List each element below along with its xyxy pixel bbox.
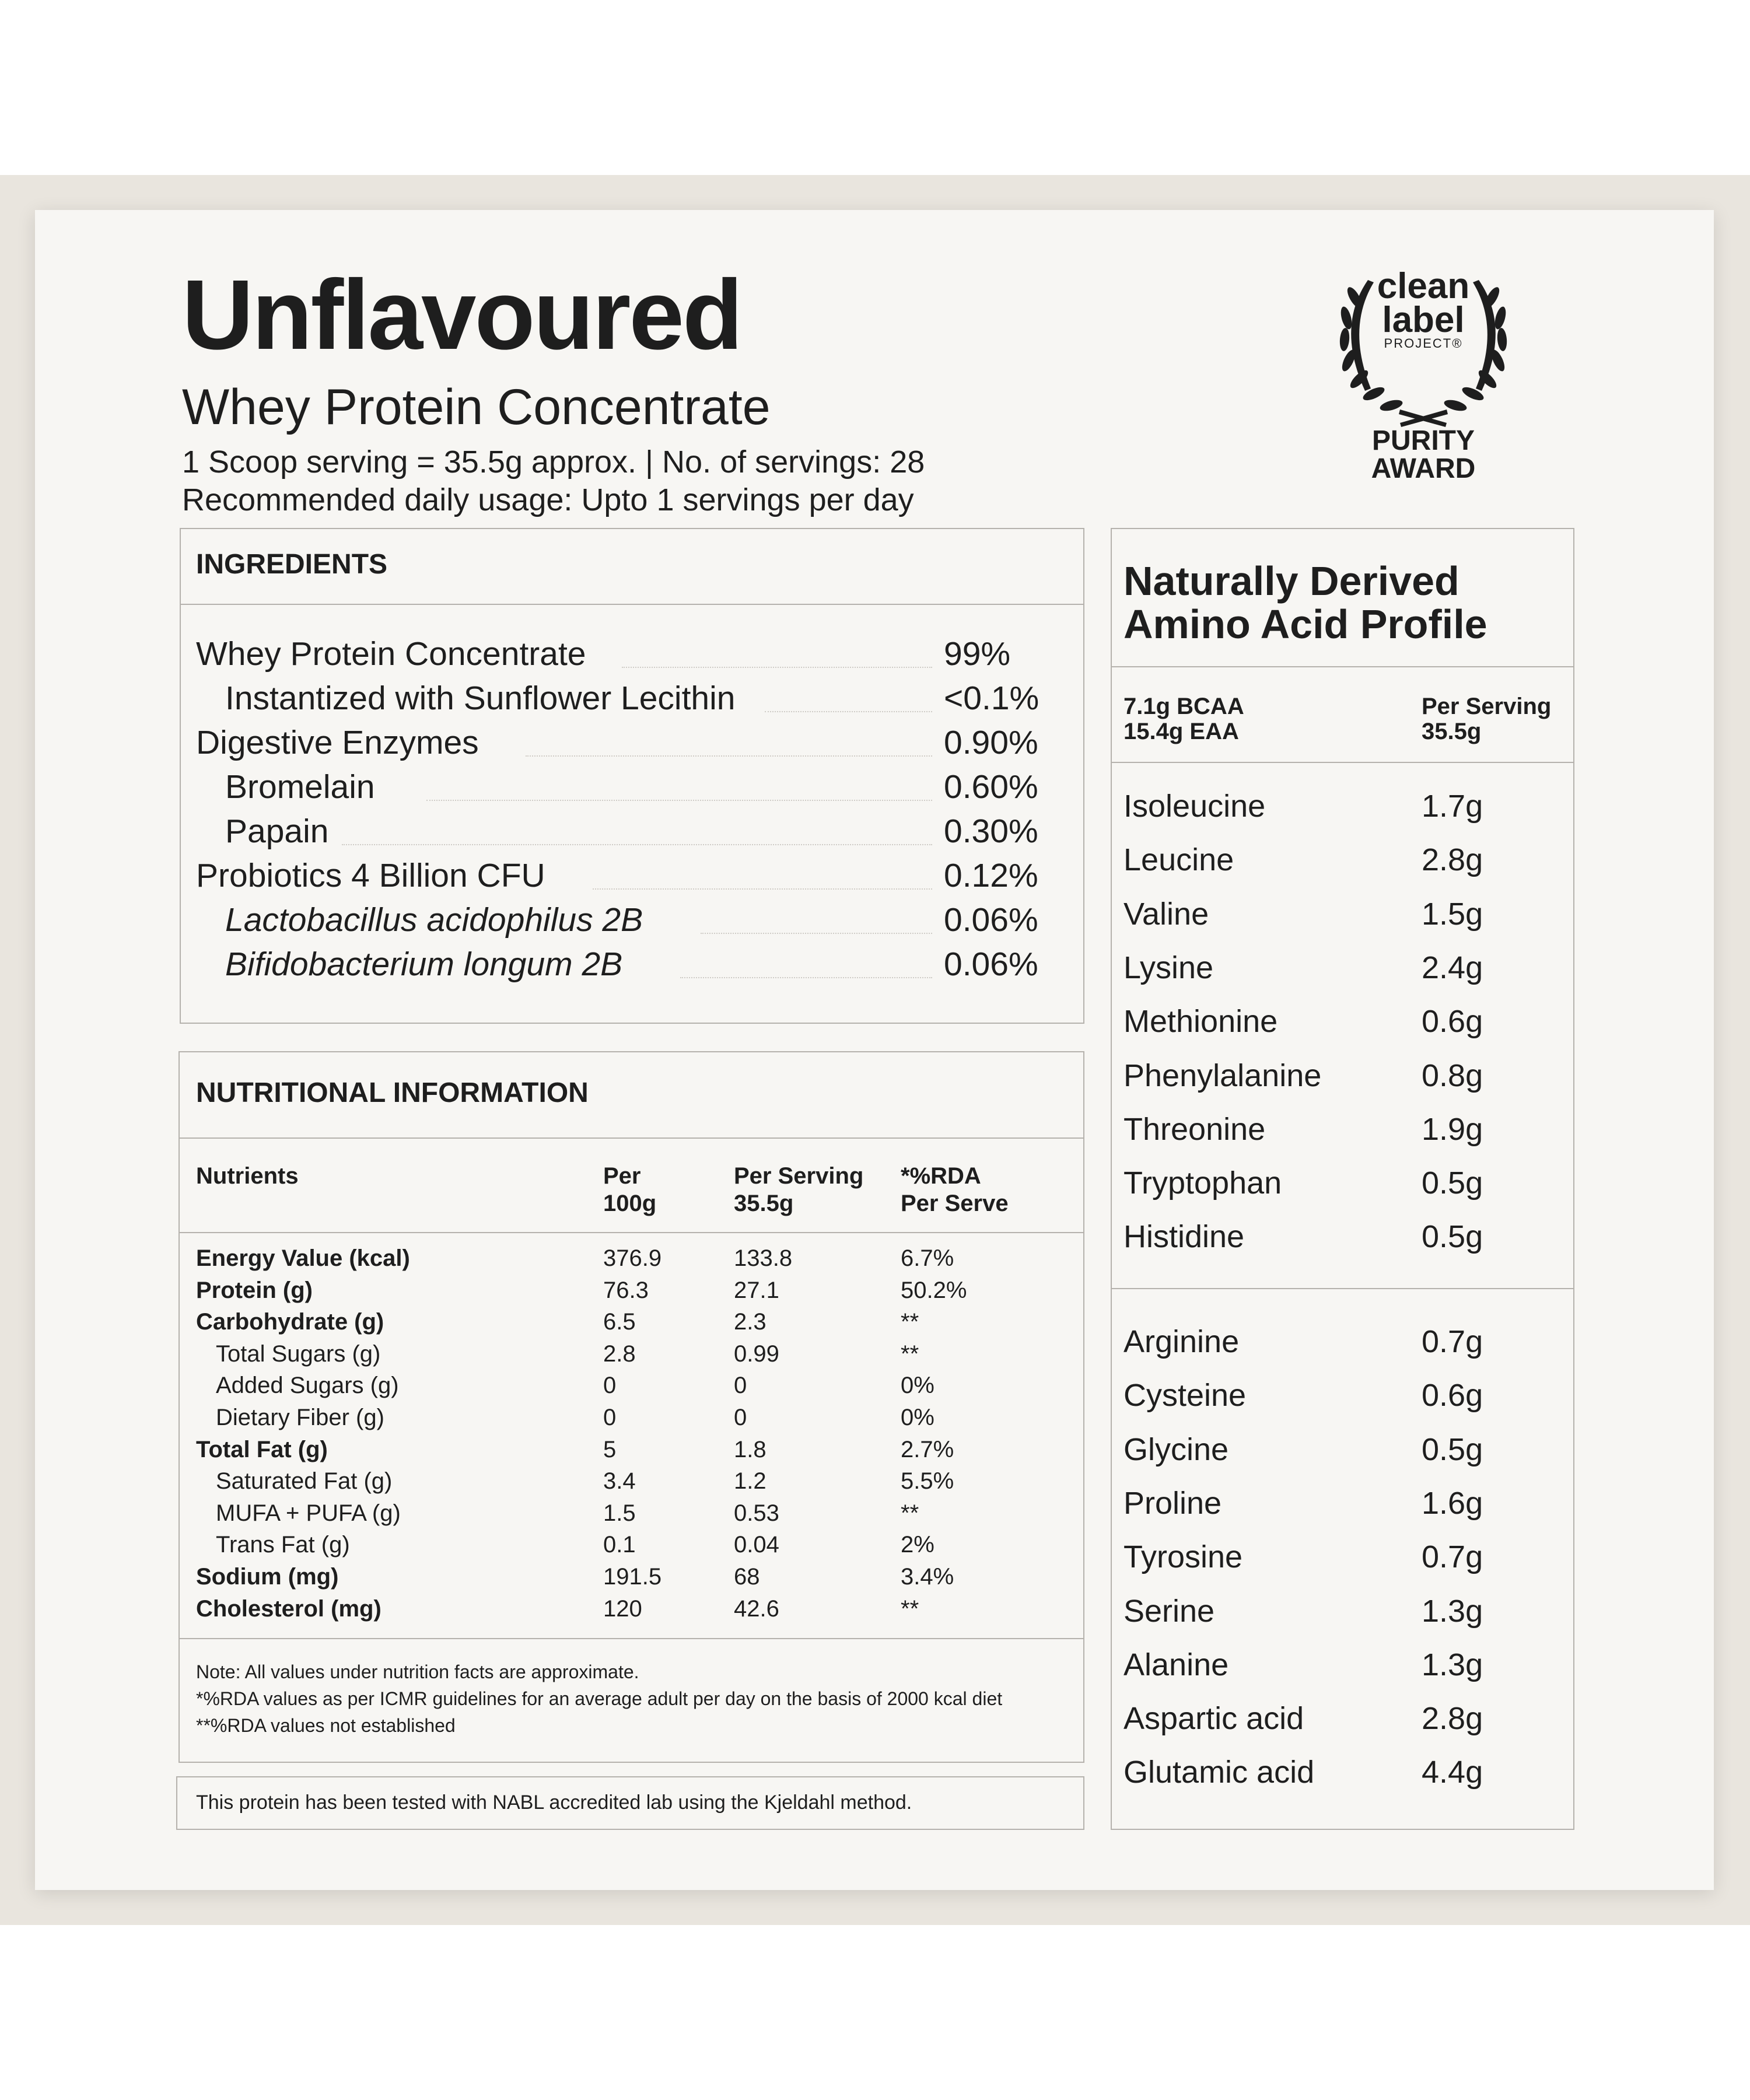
nutrition-row [196,1565,1071,1597]
per-100g-value: 0 [603,1373,617,1399]
per-100g-value: 376.9 [603,1245,662,1271]
amino-row [1124,1167,1532,1208]
perserving-header-line2: 35.5g [734,1191,794,1217]
per-100g-value: 76.3 [603,1277,649,1303]
amino-row [1124,844,1532,885]
amino-title [1124,560,1488,646]
amino-divider-title [1111,666,1574,667]
ingredient-name: Whey Protein Concentrate [196,635,586,673]
dotted-leader [526,755,932,757]
per-serving-value: 0.99 [734,1340,779,1367]
dotted-leader [701,933,932,934]
per-100g-value: 5 [603,1436,617,1462]
serving-info: 1 Scoop serving = 35.5g approx. | No. of servings: 28 [182,444,925,480]
amino-row [1124,952,1532,993]
ingredient-name: Instantized with Sunflower Lecithin [225,680,736,717]
rda-value: 50.2% [901,1277,967,1303]
ingredient-name: Bifidobacterium longum 2B [225,946,623,983]
amino-row [1124,1111,1532,1154]
nutrient-name: Energy Value (kcal) [196,1245,410,1271]
nutrition-row [196,1310,1071,1342]
per-serving-value: 2.3 [734,1309,766,1335]
per-100g-value: 191.5 [603,1564,662,1590]
amino-value: 0.5g [1422,1432,1483,1467]
per-100g-value: 1.5 [603,1500,636,1526]
perserving-header-line1: Per Serving [734,1163,864,1189]
amino-name: Tryptophan [1124,1166,1282,1201]
ingredient-percentage: 0.06% [944,946,1038,983]
amino-name: Methionine [1124,1004,1278,1040]
ingredient-percentage: 99% [944,635,1011,673]
dotted-leader [593,888,932,890]
amino-divider-header [1111,762,1574,763]
nutrition-note-2: *%RDA values as per ICMR guidelines for an average adult per day on the basis of 2000 kcal diet [196,1688,1003,1709]
rda-value: ** [901,1340,919,1367]
per-serving-value: 0.04 [734,1532,779,1558]
amino-name: Phenylalanine [1124,1058,1322,1093]
amino-name: Proline [1124,1485,1222,1521]
rda-value: 2.7% [901,1436,954,1462]
amino-title-line1: Naturally Derived [1124,558,1460,604]
nutrition-row [196,1533,1071,1564]
amino-value: 2.8g [1422,842,1483,878]
perserving-header [734,1163,863,1217]
amino-per-serving-line2: 35.5g [1422,719,1482,745]
amino-title-line2: Amino Acid Profile [1124,601,1488,647]
nutrition-row [196,1597,1071,1629]
rda-value: ** [901,1500,919,1526]
amino-value: 0.6g [1422,1004,1483,1040]
dotted-leader [622,667,932,668]
dotted-leader [342,844,932,845]
amino-value: 1.5g [1422,896,1483,932]
dotted-leader [680,977,932,978]
amino-row [1124,1221,1532,1262]
amino-name: Isoleucine [1124,789,1266,824]
amino-value: 1.7g [1422,789,1483,824]
nutrient-name: MUFA + PUFA (g) [216,1500,401,1526]
nutrient-name: Cholesterol (mg) [196,1595,382,1622]
dotted-leader [426,800,932,801]
nutrition-row [196,1342,1071,1374]
amino-row [1124,1380,1532,1420]
nutrient-name: Carbohydrate (g) [196,1309,384,1335]
per-100g-value: 120 [603,1595,642,1622]
nutrient-name: Dietary Fiber (g) [216,1405,384,1430]
amino-name: Glutamic acid [1124,1755,1315,1790]
amino-row [1124,1703,1532,1744]
dotted-leader [765,711,932,712]
amino-row [1124,898,1532,939]
ingredient-percentage: 0.60% [944,768,1038,806]
nutrition-row [196,1469,1071,1501]
clean-label-badge [1312,257,1534,502]
product-subtitle: Whey Protein Concentrate [182,379,771,435]
nutrition-row [196,1247,1071,1278]
badge-label-text: label [1382,300,1465,340]
amino-value: 1.9g [1422,1111,1483,1147]
amino-value: 0.5g [1422,1166,1483,1201]
nutrition-divider-top [178,1138,1084,1139]
per-serving-value: 42.6 [734,1595,779,1622]
amino-row [1124,1756,1532,1797]
nutrients-header [196,1163,299,1190]
bcaa-label: 7.1g BCAA [1124,694,1244,719]
ingredient-percentage: 0.30% [944,813,1038,850]
amino-value: 0.5g [1422,1219,1483,1255]
amino-name: Valine [1124,896,1209,932]
ingredient-row [196,768,1045,811]
amino-row [1124,1595,1532,1636]
nutrient-name: Total Fat (g) [196,1436,328,1462]
per-serving-value: 133.8 [734,1245,793,1271]
per-serving-value: 27.1 [734,1277,779,1303]
rda-value: 3.4% [901,1564,954,1590]
amino-name: Tyrosine [1124,1539,1243,1575]
per-serving-value: 68 [734,1564,760,1590]
amino-row [1124,790,1532,831]
per-serving-value: 1.2 [734,1468,766,1494]
rda-header-line2: Per Serve [901,1191,1009,1217]
amino-per-serving-header [1422,694,1551,744]
nutrition-row [196,1438,1071,1469]
nutrition-divider-header [178,1232,1084,1233]
amino-value: 4.4g [1422,1755,1483,1790]
nutrition-divider-notes [178,1638,1084,1639]
amino-value: 0.7g [1422,1324,1483,1359]
rda-value: ** [901,1309,919,1335]
amino-value: 2.8g [1422,1701,1483,1737]
per-serving-value: 0.53 [734,1500,779,1526]
amino-value: 2.4g [1422,950,1483,985]
product-title: Unflavoured [182,260,741,370]
rda-value: 2% [901,1532,935,1558]
amino-value: 0.6g [1422,1378,1483,1413]
nutrition-note-3: **%RDA values not established [196,1715,456,1736]
ingredients-title: INGREDIENTS [196,549,388,580]
amino-name: Alanine [1124,1647,1229,1682]
rda-value: 0% [901,1405,935,1430]
amino-divider-groups [1111,1288,1574,1289]
ingredient-name: Bromelain [225,768,375,806]
ingredient-row [196,901,1045,944]
ingredient-row [196,859,1045,900]
per-100g-value: 2.8 [603,1340,636,1367]
badge-project-text: PROJECT® [1384,336,1463,351]
rda-header [901,1163,1009,1217]
amino-name: Glycine [1124,1432,1229,1467]
amino-row [1124,1485,1532,1528]
amino-name: Threonine [1124,1111,1266,1147]
amino-bcaa-eaa [1124,694,1244,744]
amino-name: Histidine [1124,1219,1245,1255]
amino-name: Aspartic acid [1124,1701,1304,1737]
per-100g-value: 3.4 [603,1468,636,1494]
per-serving-value: 1.8 [734,1436,766,1462]
amino-row [1124,1060,1532,1101]
ingredient-row [196,815,1045,856]
per-100g-value: 0 [603,1405,617,1430]
nutrient-name: Trans Fat (g) [216,1532,350,1558]
ingredient-name: Papain [225,813,329,850]
amino-name: Leucine [1124,842,1234,878]
nutrient-name: Sodium (mg) [196,1564,339,1590]
ingredient-row [196,948,1045,989]
amino-row [1124,1649,1532,1690]
per-serving-value: 0 [734,1405,747,1430]
amino-per-serving-line1: Per Serving [1422,694,1552,719]
rda-value: ** [901,1595,919,1622]
badge-clean-text: clean [1377,266,1470,306]
ingredient-row [196,682,1045,723]
rda-value: 0% [901,1373,935,1399]
nutrition-row [196,1406,1071,1437]
rda-header-line1: *%RDA [901,1163,981,1189]
amino-value: 0.8g [1422,1058,1483,1093]
ingredient-name: Digestive Enzymes [196,724,479,761]
amino-row [1124,1326,1532,1367]
ingredients-divider [180,604,1084,605]
nutrient-name: Added Sugars (g) [216,1373,399,1399]
amino-value: 1.3g [1422,1647,1483,1682]
nutrition-row [196,1502,1071,1533]
amino-row [1124,1434,1532,1475]
eaa-label: 15.4g EAA [1124,719,1239,745]
per100-header-line2: 100g [603,1191,657,1217]
ingredient-percentage: 0.06% [944,901,1038,939]
ingredient-percentage: 0.90% [944,724,1038,761]
nutrients-header-label: Nutrients [196,1163,299,1189]
amino-name: Lysine [1124,950,1214,985]
per-100g-value: 6.5 [603,1309,636,1335]
nutrient-name: Protein (g) [196,1277,313,1303]
nutrition-note-1: Note: All values under nutrition facts are approximate. [196,1661,639,1682]
nutrient-name: Total Sugars (g) [216,1340,381,1367]
ingredient-name: Lactobacillus acidophilus 2B [225,901,643,939]
rda-value: 5.5% [901,1468,954,1494]
amino-value: 0.7g [1422,1539,1483,1575]
rda-value: 6.7% [901,1245,954,1271]
per-serving-value: 0 [734,1373,747,1399]
amino-value: 1.6g [1422,1485,1483,1521]
nutrient-name: Saturated Fat (g) [216,1468,393,1494]
per100-header-line1: Per [603,1163,641,1189]
ingredient-name: Probiotics 4 Billion CFU [196,857,545,894]
per100-header [603,1163,656,1217]
amino-row [1124,1541,1532,1582]
badge-purity-text: PURITY [1371,425,1475,456]
ingredient-percentage: <0.1% [944,680,1040,717]
ingredient-percentage: 0.12% [944,857,1038,894]
badge-award-text: AWARD [1371,453,1476,484]
daily-usage: Recommended daily usage: Upto 1 servings per day [182,482,914,517]
ingredient-row [196,635,1045,678]
amino-name: Cysteine [1124,1378,1247,1413]
nutrition-title: NUTRITIONAL INFORMATION [196,1077,589,1108]
amino-row [1124,1006,1532,1046]
per-100g-value: 0.1 [603,1532,636,1558]
amino-name: Arginine [1124,1324,1240,1359]
amino-value: 1.3g [1422,1593,1483,1629]
test-note-text: This protein has been tested with NABL accredited lab using the Kjeldahl method. [196,1791,912,1814]
ingredient-row [196,726,1045,767]
amino-name: Serine [1124,1593,1215,1629]
nutrition-row [196,1279,1071,1310]
nutrition-row [196,1374,1071,1405]
